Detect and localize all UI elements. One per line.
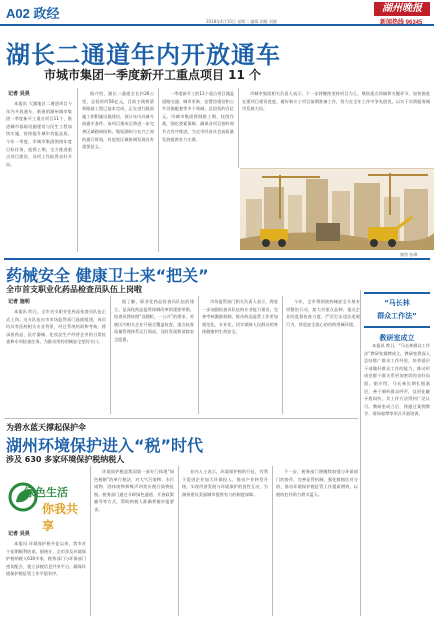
article3-byline: 记者 吴昊 bbox=[8, 531, 30, 537]
column-rule bbox=[77, 88, 78, 252]
article1-col1: 本报讯 大湖地区二通道项目今年内开放通车，新建的湖州城市集团一季度新开工重点项目11个，推进城市基础设施建设与民生工程加快实施，持续提升城市功能品质。今年一季度，市城市集团围绕年度目标任务，抢抓工期，全力推进重点项目建设，各项工作取得良好开局。 bbox=[6, 101, 72, 167]
logo-text-2: 你我共享 bbox=[42, 502, 79, 533]
column-rule bbox=[272, 466, 273, 616]
section-label: A02 政经 bbox=[6, 6, 60, 21]
column-rule bbox=[158, 88, 159, 252]
column-rule bbox=[90, 466, 91, 616]
construction-illustration bbox=[240, 168, 434, 250]
article3-subhead: 涉及 630 多家环境保护税纳税人 bbox=[6, 455, 125, 464]
logo-text-1: 绿色生活 bbox=[24, 486, 68, 499]
column-rule bbox=[178, 466, 179, 616]
column-rule bbox=[198, 296, 199, 414]
sidebar-subtitle-2: 教研室成立 bbox=[379, 334, 415, 342]
article1-col4: 市城市集团相关负责人表示，下一步将继续坚持项目为王，聚焦重点领域和关键环节，加快推进在建项目建设进度，做好新开工项目前期准备工作，努力在全年工作中争先创优，以实干实绩服务城市发展大局。 bbox=[242, 91, 430, 112]
article3-col2: 环境保护税是我国第一部专门体现“绿色税制”的单行税法，对大气污染物、水污染物、固体废物和噪声四类应税污染物征税。税务部门通过开辟绿色通道、开展政策辅导等方式，帮助纳税人准确掌握申报要求。 bbox=[94, 469, 174, 512]
article2-col3: 市场监管部门相关负责人表示，将进一步加强检查员队伍的专业能力建设，完善考核激励机制，推动药品监管工作更加规范化、专业化，切实保障人民群众的身体健康和生命安全。 bbox=[202, 299, 278, 335]
column-rule bbox=[360, 290, 361, 616]
news-hotline: 新闻热线 96345 bbox=[380, 20, 423, 26]
article1-col3: 一季度新开工的11个重点项目涵盖道路交通、城市更新、安置房建设和公共设施配套等多个领域，总投资约百亿元。市城市集团将倒排工期、挂图作战，强化要素保障，确保各项目按时间节点有序推进，为全市经济社会高质量发展提供有力支撑。 bbox=[162, 91, 234, 142]
illustration-caption: 制图 张琳 bbox=[400, 252, 418, 257]
article3-col1: 本报讯 环境保护税开征以来，我市首个征期顺利结束。据统计，全市涉及环境保护税纳税人630多家，税务部门与环保部门密切配合，建立涉税信息共享平台，确保环境保护税征管工作平稳有序。 bbox=[6, 541, 86, 577]
sidebar-title: “马长林 bbox=[384, 299, 410, 307]
column-rule bbox=[238, 88, 239, 168]
article3-headline: 湖州环境保护进入“税”时代 bbox=[6, 436, 204, 455]
article2-headline: 药械安全 健康卫士来“把关” bbox=[6, 266, 209, 285]
article3-kicker: 为碧水蓝天撑起保护伞 bbox=[6, 423, 86, 432]
article2-subhead: 全市首支职业化药品检查员队伍上岗啦 bbox=[6, 285, 142, 294]
newspaper-logo: 湖州晚报 bbox=[374, 2, 430, 16]
article3-col3: 业内人士表示，环境保护税的开征，有利于促进企业加大环保投入，推动产业转型升级，实现经济发展与环境保护的良性互动，为湖州建设美丽城市提供有力的制度保障。 bbox=[182, 469, 268, 497]
column-rule bbox=[110, 296, 111, 414]
article3-col4: 下一步，税务部门将继续加强与环保部门的协作，完善征管机制，强化数据比对分析，推动环境保护税征管工作提质增效，以税收杠杆助力碧水蓝天。 bbox=[276, 469, 358, 497]
article1-byline: 记者 吴昊 bbox=[8, 91, 30, 97]
sidebar-body: 本报讯 昨日，“马长林群众工作法”教研室揭牌成立。教研室将深入总结推广群众工作经验，培养基层干部做好群众工作的能力，推动形成党群干群关系更加密切的良好局面。据介绍，马长林长期扎根基层，善于倾听群众呼声，及时化解矛盾纠纷，其工作方法得到广泛认可。教研室成立后，将通过案例教学、现场观摩等形式开展培训。 bbox=[364, 343, 430, 417]
column-rule bbox=[282, 296, 283, 414]
sidebar-subtitle: 群众工作法” bbox=[377, 312, 417, 320]
green-life-logo bbox=[8, 478, 86, 533]
cityscape-icon bbox=[240, 169, 434, 250]
article2-col1: 本报讯 昨日，全市首支职业化药品检查员队伍正式上岗。这支队伍由市市场监管部门选拔组建，成员均具有医药相关专业背景，经过系统培训和考核，将承担药品、医疗器械、化妆品生产经营企业的日常检查和专项检查任务，为群众用药用械安全把好关口。 bbox=[6, 309, 106, 345]
article2-byline: 记者 施明 bbox=[8, 299, 30, 305]
article1-headline: 湖长二通道年内开放通车 bbox=[6, 41, 281, 69]
article2-col4: 今年，全市将围绕药械安全开展专项整治行动，加大对重点品种、重点企业的监督检查力度，严厉打击违法违规行为，营造安全放心的用药用械环境。 bbox=[286, 299, 360, 327]
section-divider bbox=[4, 418, 358, 419]
issue-meta: 2018年4月10日 星期二 编辑 胡敏 刘晓 bbox=[206, 19, 277, 24]
section-divider bbox=[4, 258, 430, 260]
sidebar-headline-box bbox=[364, 292, 430, 328]
article1-col2: 据介绍，湖长二通道全长约26公里，总投资约56亿元，目前主线桥梁和路基工程已基本完成，正在进行路面施工和附属设施建设，预计年内具备开放通车条件。该项目建成后将进一步完善区域路网结构，缩短湖州与长兴之间的通行时间，对促进区域协调发展具有重要意义。 bbox=[82, 91, 154, 150]
page-header bbox=[0, 0, 434, 26]
article1-subhead: 市城市集团一季度新开工重点项目 11 个 bbox=[44, 68, 262, 82]
article2-col2: 据了解，职业化药品检查员队伍的建立，是深化药品监管体制改革的重要举措。检查员将按照“双随机、一公开”的要求，对辖区内相关企业开展全覆盖检查，重点检查质量管理体系运行情况，及时发现和消除安全隐患。 bbox=[114, 299, 194, 342]
